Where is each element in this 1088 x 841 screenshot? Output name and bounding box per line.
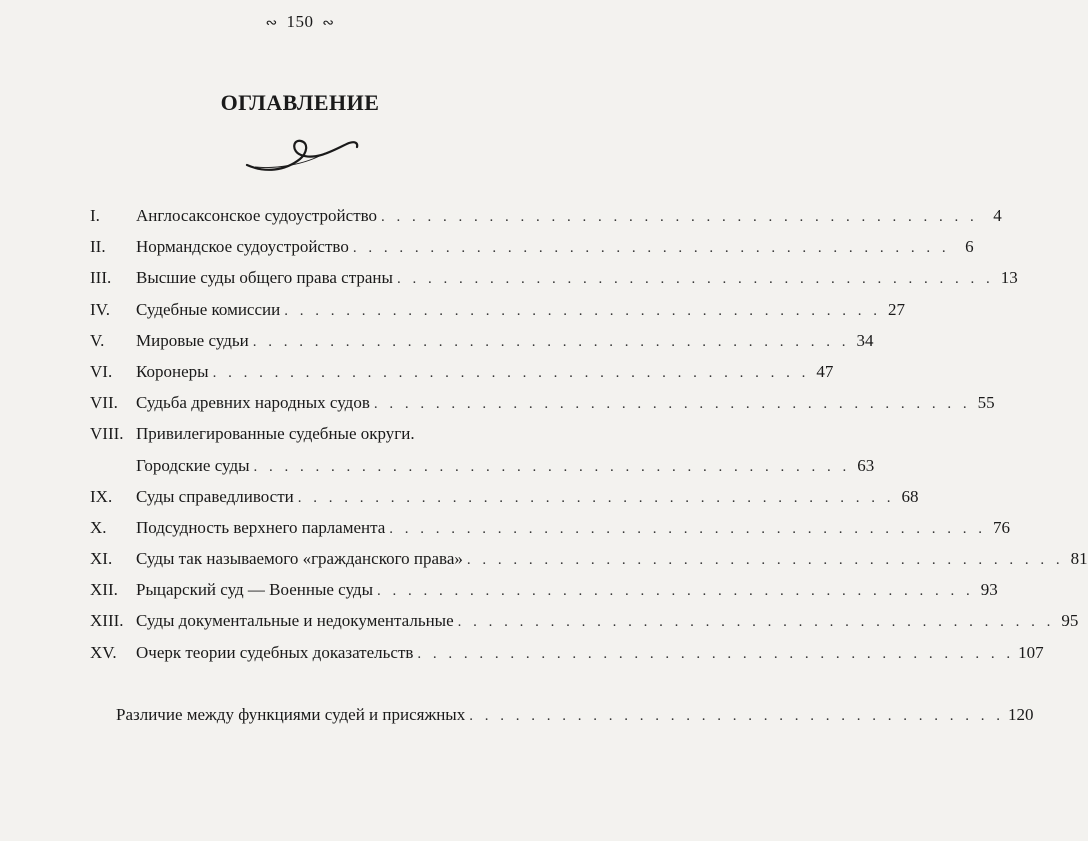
table-of-contents xyxy=(90,200,1088,668)
toc-entry-page: 68 xyxy=(901,486,919,506)
toc-entry-label: Мировые судьи xyxy=(136,330,249,350)
toc-dot-leader: . . . . . . . . . . . . . . . . . . . . . . . . . . . . . . . . . . . . . . . xyxy=(377,583,974,600)
toc-entry-label: Судебные комиссии xyxy=(136,299,281,319)
flourish-ornament-icon xyxy=(245,135,360,175)
toc-dot-leader: . . . . . . . . . . . . . . . . . . . . . . . . . . . . . . . . . . . . . . . xyxy=(252,333,850,350)
toc-entry[interactable] xyxy=(90,605,1079,636)
toc-entry-number: IX. xyxy=(90,486,113,506)
toc-dot-leader: . . . . . . . . . . . . . . . . . . . . . . . . . . . . . . . . . . . . . . . xyxy=(212,364,810,381)
page-title: ОГЛАВЛЕНИЕ xyxy=(220,90,380,115)
page-number-text: 150 xyxy=(286,12,314,31)
toc-entry-label: Суды так называемого «гражданского права» xyxy=(136,549,463,569)
toc-entry-page: 47 xyxy=(816,361,834,381)
page-number xyxy=(0,12,600,32)
ornament-left-icon: ∾ xyxy=(265,16,278,31)
toc-entry-page: 107 xyxy=(1018,642,1044,662)
toc-entry-number: VI. xyxy=(90,361,113,381)
toc-dot-leader: . . . . . . . . . . . . . . . . . . . . . . . . . . . . . . . . . . . . . . . xyxy=(396,271,994,288)
toc-entry-number: IV. xyxy=(90,299,110,319)
toc-entry-page: 27 xyxy=(887,299,905,319)
toc-entry-page: 6 xyxy=(965,237,974,257)
toc-entry-label: Высшие суды общего права страны xyxy=(136,268,393,288)
toc-entry-number: III. xyxy=(90,268,112,288)
toc-entry-label: Коронеры xyxy=(136,361,209,381)
toc-entry-number: I. xyxy=(90,206,100,225)
toc-entry[interactable] xyxy=(90,543,1088,574)
toc-entry[interactable] xyxy=(90,387,995,418)
toc-entry[interactable] xyxy=(90,512,1011,543)
toc-dot-leader: . . . . . . . . . . . . . . . . . . . . . . . . . . . . . . . . . . . . . . . xyxy=(297,489,895,506)
toc-entry-number: XII. xyxy=(90,580,118,600)
toc-entry[interactable] xyxy=(90,231,974,262)
toc-dot-leader: . . . . . . . . . . . . . . . . . . . . . . . . . . . . . . . . . . . xyxy=(469,708,1004,724)
toc-appendix-entry[interactable] xyxy=(116,705,1034,725)
toc-entry-page: 34 xyxy=(856,330,874,350)
toc-entry-label: Различие между функциями судей и присяжных xyxy=(116,705,466,724)
toc-dot-leader: . . . . . . . . . . . . . . . . . . . . . . . . . . . . . . . . . . . . . . . xyxy=(284,302,881,319)
toc-dot-leader: . . . . . . . . . . . . . . . . . . . . . . . . . . . . . . . . . . . . . . . xyxy=(417,645,1015,662)
toc-entry-label: Рыцарский суд — Военные суды xyxy=(136,580,373,600)
toc-entry-page: 13 xyxy=(1000,268,1018,288)
toc-entry[interactable] xyxy=(90,294,905,325)
toc-entry[interactable] xyxy=(90,637,1044,668)
toc-entry-number: II. xyxy=(90,237,106,257)
toc-entry-label: Англосаксонское судоустройство xyxy=(136,206,378,225)
toc-entry-label: Нормандское судоустройство xyxy=(136,237,349,257)
toc-entry-number: XV. xyxy=(90,642,117,662)
toc-entry-page: 4 xyxy=(993,206,1002,225)
toc-entry-page: 95 xyxy=(1061,611,1079,631)
toc-entry-number: VII. xyxy=(90,393,118,413)
toc-entry[interactable] xyxy=(90,325,874,356)
toc-entry-page: 76 xyxy=(993,517,1011,537)
toc-entry-number: XI. xyxy=(90,549,113,569)
toc-entry-number: VIII. xyxy=(90,424,124,444)
toc-dot-leader: . . . . . . . . . . . . . . . . . . . . . . . . . . . . . . . . . . . . . . . xyxy=(352,240,950,257)
toc-entry[interactable] xyxy=(90,481,919,512)
ornament-right-icon: ∾ xyxy=(322,16,335,31)
toc-entry-page: 81 xyxy=(1070,549,1088,569)
toc-dot-leader: . . . . . . . . . . . . . . . . . . . . . . . . . . . . . . . . . . . . . . . xyxy=(457,614,1055,631)
toc-dot-leader: . . . . . . . . . . . . . . . . . . . . . . . . . . . . . . . . . . . . . . . xyxy=(466,552,1064,569)
toc-entry-page: 55 xyxy=(977,393,995,413)
toc-entry-page: 93 xyxy=(980,580,998,600)
toc-entry[interactable] xyxy=(90,262,1018,293)
toc-entry[interactable] xyxy=(90,356,834,387)
toc-entry-number: V. xyxy=(90,330,105,350)
toc-entry-number: X. xyxy=(90,517,107,537)
toc-entry-label: Привилегированные судебные округи. xyxy=(136,424,415,444)
toc-dot-leader: . . . . . . . . . . . . . . . . . . . . . . . . . . . . . . . . . . . . . . . xyxy=(373,396,971,413)
toc-entry-number: XIII. xyxy=(90,611,124,631)
toc-dot-leader: . . . . . . . . . . . . . . . . . . . . . . . . . . . . . . . . . . . . . . . xyxy=(389,520,987,537)
toc-entry-label: Подсудность верхнего парламента xyxy=(136,517,386,537)
toc-entry-label: Судьба древних народных судов xyxy=(136,393,370,413)
toc-entry[interactable] xyxy=(90,200,1002,231)
toc-entry-label: Городские суды xyxy=(136,455,250,475)
toc-entry-label: Суды справедливости xyxy=(136,486,294,506)
toc-entry[interactable] xyxy=(90,450,875,481)
toc-dot-leader: . . . . . . . . . . . . . . . . . . . . . . . . . . . . . . . . . . . . . . . xyxy=(381,209,978,225)
toc-entry[interactable] xyxy=(90,574,998,605)
toc-entry-label: Суды документальные и недокументальные xyxy=(136,611,454,631)
toc-entry[interactable] xyxy=(90,418,542,449)
toc-entry-label: Очерк теории судебных доказательств xyxy=(136,642,414,662)
toc-entry-page: 63 xyxy=(857,455,875,475)
toc-dot-leader: . . . . . . . . . . . . . . . . . . . . . . . . . . . . . . . . . . . . . . . xyxy=(253,458,851,475)
toc-entry-page: 120 xyxy=(1007,705,1034,724)
